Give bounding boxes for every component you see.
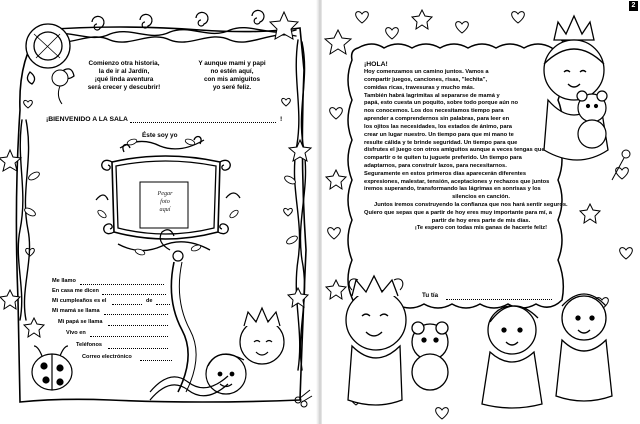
teddy-bear-decoration-icon bbox=[412, 322, 448, 390]
letter-line: Hoy comenzamos un camino juntos. Vamos a bbox=[364, 69, 489, 76]
field-birthday-label: Mi cumpleaños es el bbox=[52, 298, 107, 304]
star-icon bbox=[326, 280, 346, 299]
poem-line: Comienzo otra historia, bbox=[88, 60, 160, 67]
child-decoration-icon bbox=[206, 354, 246, 394]
field-phones-blank[interactable] bbox=[108, 342, 168, 349]
letter-line: disfrutes el juego con otros amiguitos aunque a veces tengas que bbox=[364, 147, 545, 154]
letter-line: aprender a comprendernos sin palabras, para leer en bbox=[364, 116, 510, 123]
page-number: 2 bbox=[629, 1, 638, 11]
letter-closing-line: Quiero que sepas que a partir de hoy eres muy importante para mí, a bbox=[364, 209, 552, 216]
poem-right-stanza bbox=[184, 60, 280, 92]
photo-caption: Éste soy yo bbox=[142, 132, 178, 139]
signature-blank[interactable] bbox=[446, 294, 552, 300]
field-email-blank[interactable] bbox=[140, 354, 172, 361]
poem-line: yo seré feliz. bbox=[212, 84, 252, 91]
ladybug-decoration-icon bbox=[32, 346, 72, 390]
letter-line: nos conocemos. Los dos necesitamos tiempo para bbox=[364, 108, 504, 115]
photo-placeholder-line: Pegar bbox=[157, 190, 173, 197]
letter-final-line: ¡Te espero con todas mis ganas de hacerte feliz! bbox=[414, 225, 548, 232]
field-name-blank[interactable] bbox=[80, 278, 164, 285]
poem-line: no estén aquí, bbox=[210, 68, 254, 75]
letter-greeting: ¡HOLA! bbox=[364, 61, 388, 68]
letter-line: Seguramente en estos primeros días aparecerán diferentes bbox=[364, 170, 527, 177]
welcome-heading-end: ! bbox=[280, 116, 283, 123]
field-email-label: Correo electrónico bbox=[82, 354, 132, 360]
letter-closing-line: partir de hoy eres parte de mis días. bbox=[431, 217, 531, 224]
welcome-heading: ¡BIENVENIDO A LA SALA bbox=[46, 116, 128, 123]
field-name-label: Me llamo bbox=[52, 278, 76, 284]
letter-line: expresiones, malestar, tensión, aceptaciones y rechazos que juntos bbox=[364, 178, 550, 185]
letter-line: iremos superando, transformando las lágrimas en sonrisas y los bbox=[364, 186, 541, 193]
signature-label: Tu tía bbox=[422, 292, 439, 299]
letter-line: los ojitos las necesidades, los estados de ánimo, para bbox=[364, 123, 512, 130]
poem-left-stanza bbox=[72, 60, 176, 92]
poem-line: Y aunque mami y papi bbox=[198, 60, 266, 67]
photo-placeholder-line: aquí bbox=[159, 206, 171, 214]
letter-line: comidas ricas, travesuras y mucho más. bbox=[364, 84, 475, 91]
letter-line: compartir o te quiten tu juguete preferido. Un tiempo para bbox=[364, 155, 522, 162]
child-decoration-icon bbox=[482, 306, 542, 408]
welcome-blank[interactable] bbox=[130, 116, 276, 123]
child-with-crown-decoration-icon bbox=[240, 308, 284, 364]
star-icon bbox=[326, 170, 346, 189]
child-with-crown-decoration-icon bbox=[346, 276, 406, 405]
star-icon bbox=[412, 10, 432, 29]
star-icon bbox=[24, 318, 44, 337]
scissors-icon bbox=[295, 390, 312, 407]
field-dad-label: Mi papá se llama bbox=[58, 319, 103, 325]
child-with-hat-decoration-icon bbox=[556, 294, 612, 401]
field-nickname-blank[interactable] bbox=[102, 288, 166, 295]
poem-line: ¡qué linda aventura bbox=[94, 76, 154, 83]
letter-line: También habrá lagrimitas al separarse de mamá y bbox=[364, 92, 500, 99]
field-birthday-month-blank[interactable] bbox=[156, 298, 170, 305]
field-birthday-of-label: de bbox=[146, 298, 153, 304]
star-icon bbox=[289, 140, 311, 161]
field-birthday-day-blank[interactable] bbox=[112, 298, 142, 305]
star-icon bbox=[325, 30, 351, 54]
photo-placeholder-line: foto bbox=[160, 198, 170, 206]
field-lives-blank[interactable] bbox=[90, 330, 168, 337]
photo-placeholder[interactable] bbox=[148, 190, 182, 214]
poem-line: será crecer y descubrir! bbox=[87, 84, 161, 91]
field-phones-label: Teléfonos bbox=[76, 342, 103, 348]
field-dad-blank[interactable] bbox=[108, 319, 168, 326]
field-mom-blank[interactable] bbox=[104, 308, 168, 315]
field-nickname-label: En casa me dicen bbox=[52, 288, 99, 294]
field-mom-label: Mi mamá se llama bbox=[52, 308, 100, 314]
letter-body bbox=[364, 60, 598, 233]
poem-line: con mis amiguitos bbox=[203, 76, 261, 83]
letter-line: resulte cálida y te brinde seguridad. Un tiempo para que bbox=[364, 139, 518, 146]
left-page bbox=[0, 0, 318, 424]
letter-line: crear un lugar nuestro. Un tiempo para que mi mano te bbox=[364, 131, 514, 138]
letter-line: silencios en canción. bbox=[452, 194, 510, 201]
field-lives-label: Vivo en bbox=[66, 330, 86, 336]
letter-line: compartir juegos, canciones, risas, "lechita", bbox=[364, 77, 488, 84]
letter-closing-line: Juntos iremos construyendo la confianza que nos hará sentir seguros. bbox=[374, 202, 568, 209]
poem-line: la de ir al Jardín, bbox=[98, 68, 150, 75]
letter-line: adaptarnos, para construir lazos, para necesitarnos. bbox=[364, 162, 507, 169]
letter-line: papá, esto cuesta un poquito, sobre todo porque aún no bbox=[364, 100, 518, 107]
